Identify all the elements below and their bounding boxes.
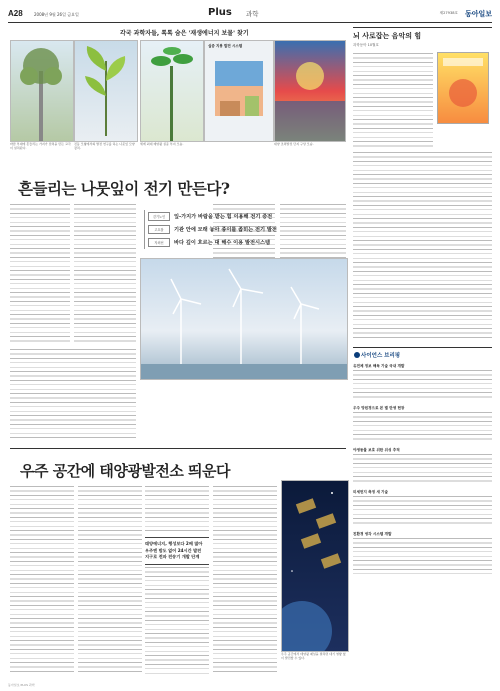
thermal-map-icon: [275, 41, 345, 141]
article1-col1: [10, 203, 70, 343]
list-item-text: [353, 369, 492, 401]
sidebar-subtitle: 과학동아 10월호: [353, 43, 379, 47]
divider: [353, 27, 492, 28]
sidebar-body: [353, 151, 492, 341]
sidebar-title: 뇌 사로잡는 음악의 힘: [353, 32, 422, 40]
list-item-text: [353, 495, 492, 527]
inset-title: 실증 지붕 발전 시스템: [208, 44, 243, 48]
subhead-tag: 고흐볼: [148, 225, 170, 234]
magazine-cover-icon: [438, 53, 488, 123]
tree-sculpture-icon: [11, 41, 73, 141]
caption-photo4: 대양 조력발전 단지 구상 모습.: [274, 142, 314, 146]
sidebar-list-item: 우주 망원경으로 본 별 탄생 현장: [353, 406, 405, 410]
article2-col5: [213, 485, 277, 675]
photo-tree-sculpture: [10, 40, 74, 142]
sidebar: [353, 27, 492, 577]
subhead-row: [148, 236, 353, 249]
newspaper-tag: 제27938호: [439, 11, 458, 15]
photo-solar-inset: [204, 40, 274, 142]
subhead-row: [148, 223, 353, 236]
subhead-text: 기관 안에 모래 놓아 종이를 좁히는 전기 발전: [174, 227, 277, 233]
solar-roof-diagram: [205, 51, 273, 141]
list-item-text: [353, 537, 492, 577]
summary-line: 지구로 전파 전송기 개발 단계: [145, 554, 200, 559]
article-divider: [10, 448, 346, 449]
photo-space-solar: [281, 480, 349, 652]
magazine-cover: [437, 52, 489, 124]
caption-photo2: 진동 모형에서의 발전 연구를 하는 나뭇잎 모양 장치.: [74, 142, 135, 150]
divider: [353, 347, 492, 348]
subhead-tag: 자외선: [148, 238, 170, 247]
section-title: Plus: [208, 7, 232, 18]
sidebar-text: [353, 52, 433, 147]
headline: 흔들리는 나뭇잎이 전기 만든다?: [18, 179, 230, 198]
wind-turbine-icon: [141, 259, 347, 379]
summary-line: 우주엔 밤도 없어 24시간 발전: [145, 547, 202, 553]
section-subtitle: 과학: [246, 10, 259, 18]
subhead-text: 잎-가지가 바람을 받는 힘 이용해 전기 증전: [174, 214, 273, 220]
article2-col4: [145, 566, 209, 676]
caption-photo1: 바람 부대에 흔들리는 가지가 전력을 만든 교각이 설치된다.: [10, 142, 71, 150]
sidebar-list-item: 야생동물 보호 위한 위성 추적: [353, 448, 400, 452]
article2-col3: [145, 485, 209, 533]
article2-col2: [78, 485, 142, 675]
photo-lamp-trees: [140, 40, 204, 142]
summary-line: 태양에너지, 행성보다 2배 많아: [145, 541, 203, 546]
issue-date: 2008년 9월 26일 금요일: [34, 12, 79, 17]
photo-wind-farm: [140, 258, 348, 380]
bullet-icon: [353, 351, 361, 359]
subhead-row: [148, 210, 353, 223]
sidebar-list-item: 미세먼지 측정 새 기술: [353, 490, 388, 494]
photo-leaf-generator: [74, 40, 138, 142]
article1-col5: [10, 348, 136, 438]
sidebar-list-item: 친환경 냉각 시스템 개발: [353, 532, 392, 536]
page-number: A28: [8, 9, 23, 18]
subhead-tag: 걷기노인: [148, 212, 170, 221]
subheads-box: [144, 210, 353, 249]
caption-photo3: 세계 최대 태양광 실증 부지 모습.: [140, 142, 184, 146]
photo-thermal-map: [274, 40, 346, 142]
article-kicker: 각국 과학자들, 톡톡 숨은 '재생에너지 보물' 찾기: [120, 30, 249, 37]
leaf-generator-icon: [75, 41, 137, 141]
page-header: [8, 6, 492, 23]
article2-col1: [10, 485, 74, 675]
article2-summary-box: [145, 537, 209, 565]
sidebar-list-title: 사이언스 브리핑: [361, 353, 401, 359]
sidebar-list-item: 유전체 정보 해독 기술 국내 개발: [353, 364, 405, 368]
newspaper-name: 동아일보: [464, 10, 492, 18]
article1-col2: [74, 203, 136, 343]
caption-article2: 우주 공간에서 태양광 패널을 펼치면 대기 영향 없이 발전할 수 있다.: [281, 652, 346, 660]
list-item-text: [353, 411, 492, 443]
subhead-text: 바다 깊이 흐르는 대 해수 이용 발전시스템: [174, 240, 271, 246]
footer-note: 동아일보 PLUS 과학: [8, 683, 35, 687]
lamp-tree-icon: [141, 41, 203, 141]
headline-2: 우주 공간에 태양광발전소 띄운다: [20, 462, 231, 480]
list-item-text: [353, 453, 492, 485]
space-solar-icon: [282, 481, 348, 651]
